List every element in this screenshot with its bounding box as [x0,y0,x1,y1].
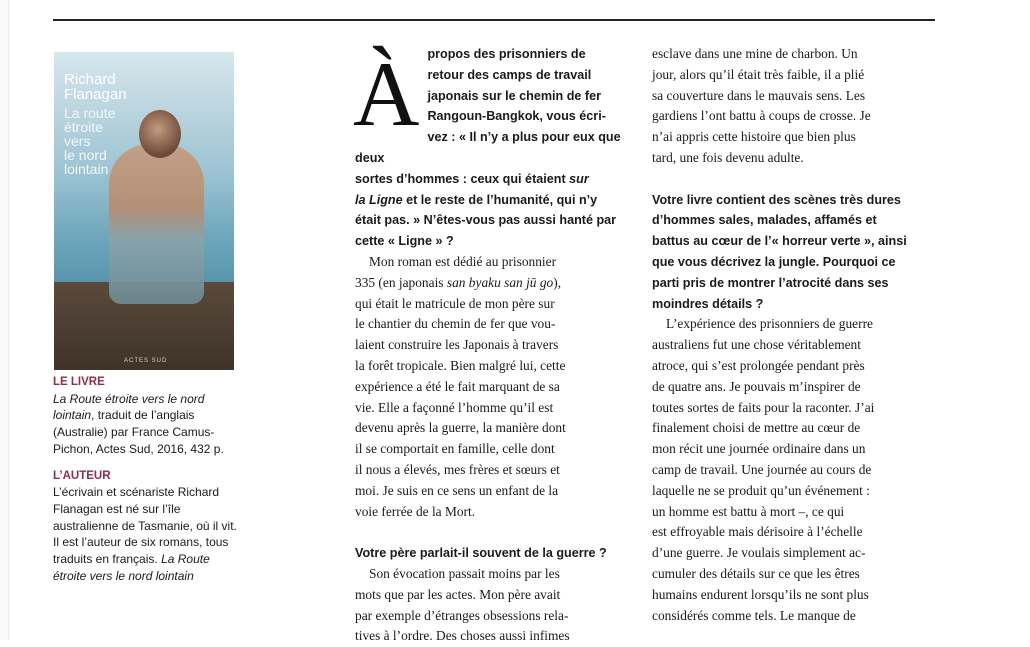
book-details: , traduit de l’anglais (Australie) par France Camus-Pichon, Actes Sud, 2016, 432 p. [53,408,224,456]
paragraph-continued: esclave dans une mine de charbon. Un jour, alors qu’il était très faible, il a plié sa couverture dans le mauvais sens. Les gardiens l’ont battu à coups de crosse. Je n’ai appris cette histoire que bien plus tard, une fois devenu adulte. [652,46,871,165]
question-3: Votre livre contient des scènes très dures d’hommes sales, malades, affamés et battus au cœur de l’« horreur verte », ainsi que vous décrivez la jungle. Pourquoi ce parti pris de montrer l’atrocité dans ses moindres détails ? [652,192,907,311]
cover-title-line: lointain [64,161,109,177]
question-2: Votre père parlait-il souvent de la guerre ? [355,546,607,561]
cover-author-first: Richard [64,71,116,88]
cover-title-line: étroite [64,119,103,135]
cover-title [64,72,214,176]
answer-3: L’expérience des prisonniers de guerre australiens fut une chose véritablement atroce, qui s’est prolongée pendant près de quatre ans. Je pouvais m’inspirer de toutes sortes de faits pour la raconter. J’ai finalement choisi de mettre au cœur de mon récit une journée ordinaire dans un camp de travail. Une journée au cours de laquelle ne se produit qu’un événement : un homme est battu à mort –, ce qui est effroyable mais dérisoire à l’échelle d’une guerre. Je voulais simplement ac- cumuler des détails sur ce que les êtres humains endurent lorsqu’ils ne sont plus considérés comme tels. Le manque de [652,316,875,623]
column-1 [355,44,635,647]
book-title: La Route étroite vers le nord lointain [53,391,205,423]
answer-1: Mon roman est dédié au prisonnier 335 (en japonais san byaku san jū go), qui était le matricule de mon père sur le chantier du chemin de fer que vou- laient construire les Japonais à travers la forêt tropicale. Bien malgré lui, cette expérience a été le fait marquant de sa vie. Elle a façonné l’homme qu’il est devenu après la guerre, la manière dont il se comportait en famille, celle dont il nous a élevés, mes frères et sœurs et moi. Je suis en ce sens un enfant de la voie ferrée de la Mort. [355,253,566,519]
cover-title-line: vers [64,133,91,149]
book-label: LE LIVRE [53,376,105,388]
author-info [53,484,238,584]
author-label: L’AUTEUR [53,469,111,482]
sidebar [53,374,238,584]
cover-publisher: ACTES SUD [124,358,168,364]
author-book-title: La Route étroite vers le nord lointain [53,552,210,583]
question-1: propos des prisonniers de retour des camps de travail japonais sur le chemin de fer Rangoun-Bangkok, vous écri- vez : « Il n’y a plus pour eux que deux sortes d’hommes : ceux qui étaient sur la Ligne et le reste de l’humanité, qui n’y était pas. » N’êtes-vous pas aussi hanté par cette « Ligne » ? [355,47,621,249]
drop-cap: À [353,43,420,145]
cover-title-line: La route [64,105,116,121]
answer-2: Son évocation passait moins par les mots que par les actes. Mon père avait par exemple d’étranges obsessions rela- tives à l’ordre. Des choses aussi infimes [355,565,570,644]
cover-author-last: Flanagan [64,86,127,103]
book-cover [54,52,234,370]
author-bio: L’écrivain et scénariste Richard Flanagan est né sur l’île australienne de Tasmanie, où il vit. Il est l’auteur de six romans, tous traduits en français. [53,485,237,567]
cover-title-line: le nord [64,147,107,163]
book-info [53,391,238,458]
page-edge [0,0,9,640]
top-rule [53,19,935,21]
column-2 [652,44,935,626]
